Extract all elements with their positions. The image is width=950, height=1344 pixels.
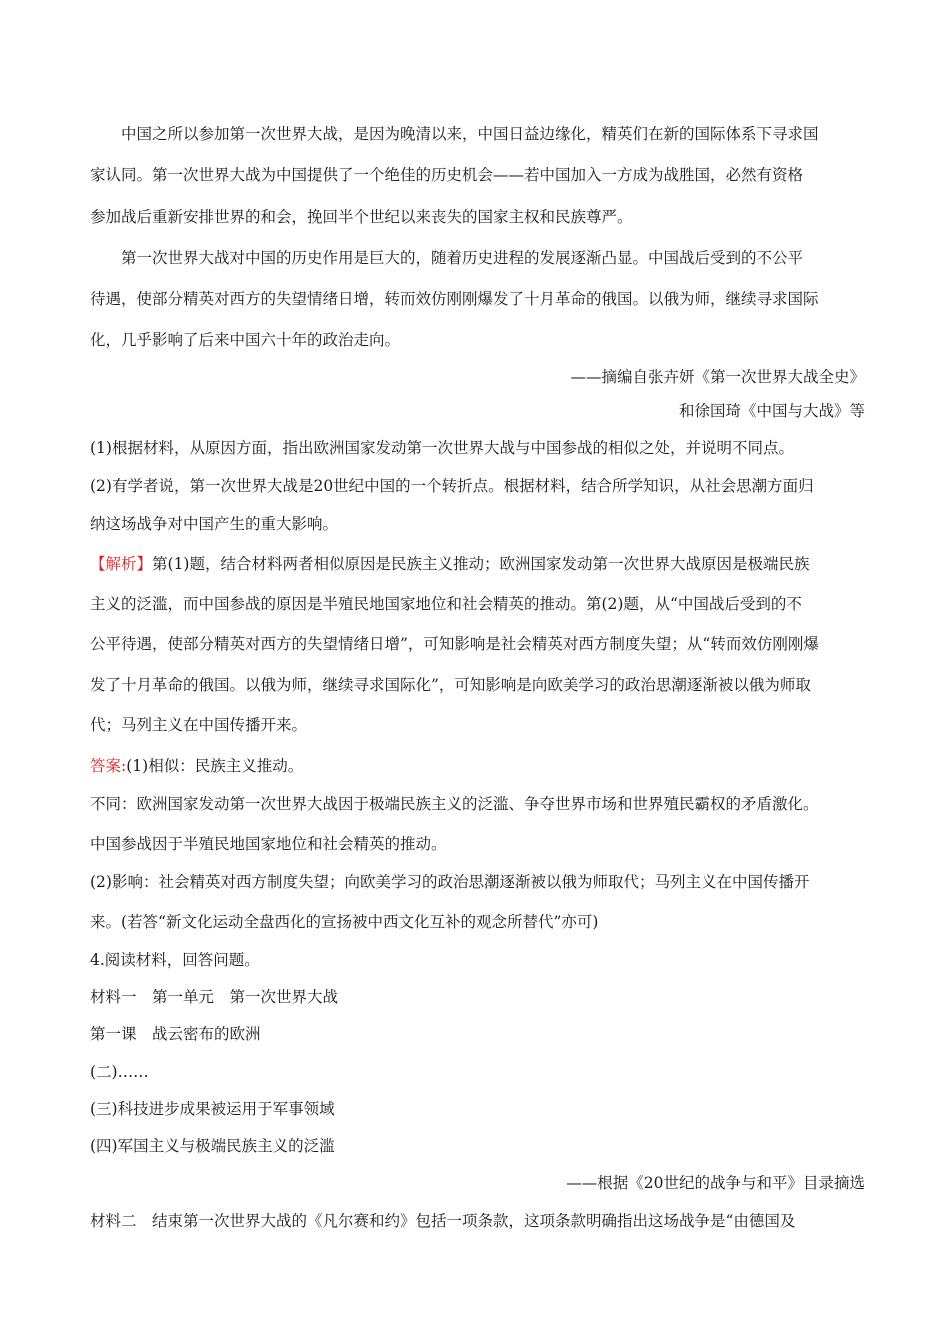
- analysis-line-2: 主义的泛滥，而中国参战的原因是半殖民地国家地位和社会精英的推动。第(2)题，从“中国战后受到的不: [90, 595, 802, 613]
- analysis-line-3: 公平待遇，使部分精英对西方的失望情绪日增”，可知影响是社会精英对西方制度失望；从“转而效仿刚刚爆: [90, 635, 819, 653]
- material-one-header: 材料一 第一单元 第一次世界大战: [90, 988, 339, 1006]
- material-two-line-1: 材料二 结束第一次世界大战的《凡尔赛和约》包括一项条款，这项条款明确指出这场战争是“由德国及: [90, 1212, 796, 1230]
- question-1: (1)根据材料，从原因方面，指出欧洲国家发动第一次世界大战与中国参战的相似之处，并说明不同点。: [90, 439, 794, 457]
- material-one-source: ——根据《20世纪的战争与和平》目录摘选: [566, 1174, 865, 1192]
- material-paragraph-1-line-2: 家认同。第一次世界大战为中国提供了一个绝佳的历史机会——若中国加入一方成为战胜国，必然有资格: [90, 166, 804, 184]
- question-2-line-1: (2)有学者说，第一次世界大战是20世纪中国的一个转折点。根据材料，结合所学知识，从社会思潮方面归: [90, 477, 814, 495]
- material-paragraph-2-line-3: 化，几乎影响了后来中国六十年的政治走向。: [90, 331, 401, 349]
- material-paragraph-2-line-2: 待遇，使部分精英对西方的失望情绪日增，转而效仿刚刚爆发了十月革命的俄国。以俄为师，继续寻求国际: [90, 290, 819, 308]
- material-source-line-1: ——摘编自张卉妍《第一次世界大战全史》: [570, 368, 865, 386]
- material-paragraph-2-line-1: 第一次世界大战对中国的历史作用是巨大的，随着历史进程的发展逐渐凸显。中国战后受到的不公平: [121, 249, 804, 267]
- answer-line-5: 来。(若答“新文化运动全盘西化的宣扬被中西文化互补的观念所替代”亦可): [90, 913, 599, 931]
- answer-line-4: (2)影响：社会精英对西方制度失望；向欧美学习的政治思潮逐渐被以俄为师取代；马列主义在中国传播开: [90, 873, 810, 891]
- analysis-text: 第(1)题，结合材料两者相似原因是民族主义推动；欧洲国家发动第一次世界大战原因是极端民族: [152, 555, 810, 573]
- toc-item-3: (三)科技进步成果被运用于军事领域: [90, 1100, 335, 1118]
- answer-text: (1)相似：民族主义推动。: [126, 757, 304, 775]
- question-4-title: 4.阅读材料，回答问题。: [90, 951, 260, 969]
- question-2-line-2: 纳这场战争对中国产生的重大影响。: [90, 515, 339, 533]
- material-paragraph-1-line-3: 参加战后重新安排世界的和会，挽回半个世纪以来丧失的国家主权和民族尊严。: [90, 208, 633, 226]
- analysis-line-5: 代；马列主义在中国传播开来。: [90, 716, 308, 734]
- answer-tag: 答案:: [90, 757, 127, 775]
- answer-line-3: 中国参战因于半殖民地国家地位和社会精英的推动。: [90, 835, 447, 853]
- analysis-line-1: [90, 553, 865, 575]
- material-source-line-2: 和徐国琦《中国与大战》等: [678, 402, 865, 420]
- analysis-tag: 【解析】: [90, 555, 153, 573]
- toc-item-4: (四)军国主义与极端民族主义的泛滥: [90, 1137, 335, 1155]
- analysis-line-4: 发了十月革命的俄国。以俄为师，继续寻求国际化”，可知影响是向欧美学习的政治思潮逐渐被以俄为师取: [90, 676, 811, 694]
- answer-line-2: 不同：欧洲国家发动第一次世界大战因于极端民族主义的泛滥、争夺世界市场和世界殖民霸权的矛盾激化。: [90, 795, 819, 813]
- material-paragraph-1-line-1: 中国之所以参加第一次世界大战，是因为晚清以来，中国日益边缘化，精英们在新的国际体系下寻求国: [121, 125, 819, 143]
- toc-item-2: (二)……: [90, 1063, 149, 1081]
- answer-line-1: [90, 755, 865, 777]
- lesson-title: 第一课 战云密布的欧洲: [90, 1025, 261, 1043]
